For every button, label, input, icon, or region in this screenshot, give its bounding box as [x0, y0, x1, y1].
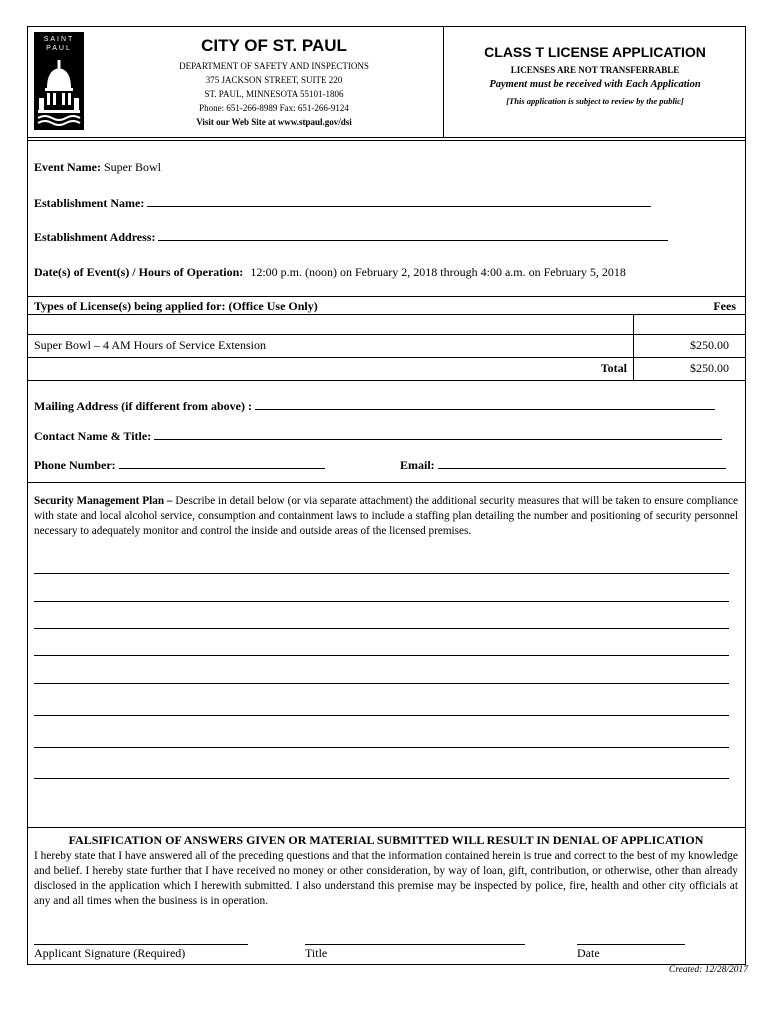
date-line[interactable]	[577, 944, 685, 945]
address-line-1: 375 JACKSON STREET, SUITE 220	[205, 75, 343, 85]
license-row-fee: $250.00	[690, 338, 729, 352]
email-row	[400, 458, 740, 473]
contact-name-label: Contact Name & Title:	[34, 429, 152, 443]
table-row-divider-3	[27, 357, 746, 358]
security-plan-line[interactable]	[34, 715, 729, 716]
contact-name-row	[34, 429, 734, 444]
event-name-label: Event Name:	[34, 160, 101, 174]
header-vertical-divider	[443, 26, 444, 138]
department-name: DEPARTMENT OF SAFETY AND INSPECTIONS	[179, 61, 369, 71]
security-plan-text	[34, 494, 738, 539]
mailing-address-field[interactable]	[255, 399, 715, 410]
application-title: CLASS T LICENSE APPLICATION	[484, 44, 706, 60]
table-bottom-border	[27, 380, 746, 381]
license-row-label: Super Bowl – 4 AM Hours of Service Extension	[34, 338, 266, 352]
contact-name-field[interactable]	[154, 429, 722, 440]
event-dates-value[interactable]: 12:00 p.m. (noon) on February 2, 2018 through 4:00 a.m. on February 5, 2018	[250, 265, 626, 279]
total-label: Total	[600, 361, 627, 375]
not-transferable-notice: LICENSES ARE NOT TRANSFERRABLE	[510, 65, 680, 75]
table-row-divider-2	[27, 334, 746, 335]
saint-paul-logo	[34, 32, 84, 130]
security-plan-line[interactable]	[34, 778, 729, 779]
date-label: Date	[577, 946, 600, 960]
logo-text-paul: PAUL	[46, 45, 72, 52]
header-divider	[27, 137, 746, 138]
fees-header: Fees	[713, 299, 736, 313]
city-title: CITY OF ST. PAUL	[201, 36, 347, 55]
security-plan-line[interactable]	[34, 573, 729, 574]
address-line-2: ST. PAUL, MINNESOTA 55101-1806	[204, 89, 344, 99]
table-top-border	[27, 296, 746, 297]
event-name-value[interactable]: Super Bowl	[103, 160, 161, 174]
header-divider-2	[27, 140, 746, 141]
security-plan-description: Describe in detail below (or via separate attachment) the additional security measures that will be taken to ensure compliance with state and local alcohol service, consumption and containment laws to include a staffing plan detailing the number and positioning of security personnel necessary to adequately monitor and control the inside and outside areas of the licensed premises.	[34, 495, 738, 537]
security-plan-line[interactable]	[34, 628, 729, 629]
email-label: Email:	[400, 458, 435, 472]
license-types-header: Types of License(s) being applied for: (Office Use Only)	[34, 299, 318, 313]
phone-fax: Phone: 651-266-8989 Fax: 651-266-9124	[199, 103, 349, 113]
title-line[interactable]	[305, 944, 525, 945]
website: Visit our Web Site at www.stpaul.gov/dsi	[196, 117, 352, 127]
contact-section-divider	[27, 482, 746, 483]
email-field[interactable]	[438, 458, 726, 469]
logo-text-saint: SAINT	[43, 36, 75, 43]
establishment-address-row	[34, 230, 734, 245]
total-fee: $250.00	[690, 361, 729, 375]
created-date: Created: 12/28/2017	[668, 965, 748, 975]
phone-number-field[interactable]	[119, 458, 325, 469]
security-plan-line[interactable]	[34, 747, 729, 748]
payment-notice: Payment must be received with Each Application	[489, 79, 701, 90]
phone-number-row	[34, 458, 374, 473]
establishment-address-label: Establishment Address:	[34, 230, 156, 244]
phone-number-label: Phone Number:	[34, 458, 116, 472]
establishment-address-field[interactable]	[158, 230, 668, 241]
security-plan-label: Security Management Plan –	[34, 495, 173, 507]
capitol-dome-icon	[37, 58, 81, 128]
establishment-name-field[interactable]	[147, 196, 651, 207]
security-plan-line[interactable]	[34, 655, 729, 656]
fees-column-divider	[633, 314, 634, 381]
establishment-name-row	[34, 196, 734, 211]
falsification-statement: I hereby state that I have answered all of the preceding questions and that the information contained herein is true and correct to the best of my knowledge and belief. I hereby state further that I have received no money or other consideration, by way of loan, gift, contribution, or otherwise, other than already disclosed in the application which I herewith submitted. I also understand this premise may be inspected by police, fire, health and other city officials at any and all times when the business is in operation.	[34, 850, 738, 907]
security-section-divider	[27, 827, 746, 828]
table-row-divider	[27, 314, 746, 315]
applicant-signature-label: Applicant Signature (Required)	[34, 946, 186, 960]
mailing-address-row	[34, 399, 734, 414]
mailing-address-label: Mailing Address (if different from above) :	[34, 399, 252, 413]
establishment-name-label: Establishment Name:	[34, 196, 145, 210]
event-dates-label: Date(s) of Event(s) / Hours of Operation:	[34, 265, 244, 279]
event-dates-row	[34, 265, 744, 280]
public-review-notice: [This application is subject to review by the public]	[506, 96, 684, 106]
security-plan-line[interactable]	[34, 683, 729, 684]
falsification-heading: FALSIFICATION OF ANSWERS GIVEN OR MATERIAL SUBMITTED WILL RESULT IN DENIAL OF APPLICATION	[68, 833, 704, 847]
security-plan-line[interactable]	[34, 601, 729, 602]
applicant-signature-line[interactable]	[34, 944, 248, 945]
event-name-row	[34, 160, 734, 175]
title-label: Title	[305, 946, 328, 960]
